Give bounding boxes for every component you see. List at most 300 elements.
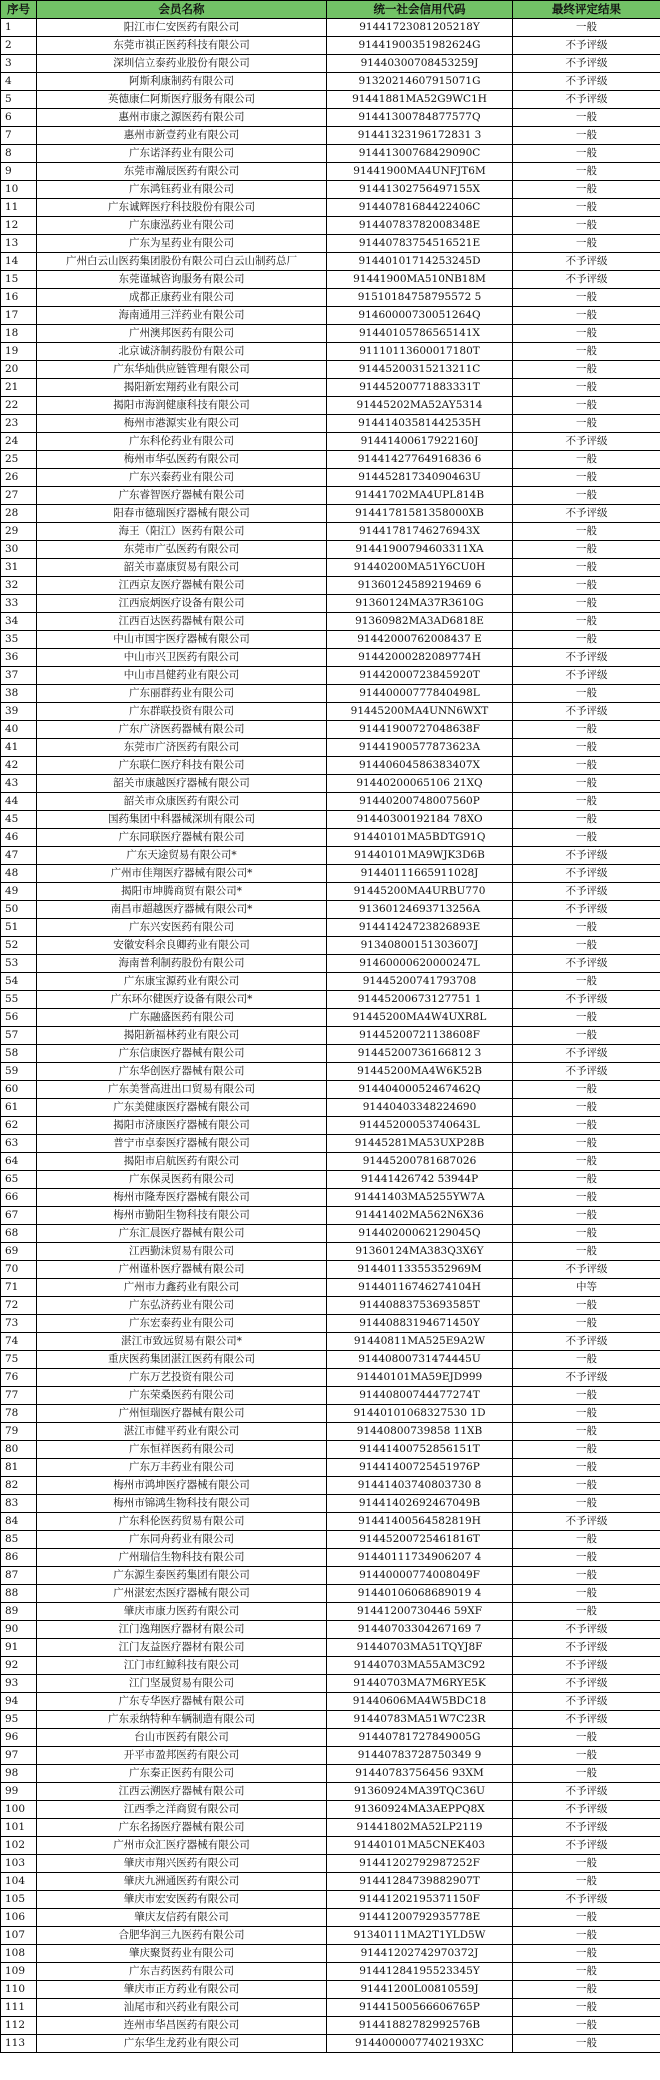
credit-code-cell: 91441781581358000XB <box>327 505 513 523</box>
result-cell: 一般 <box>513 1567 660 1585</box>
serial-cell: 16 <box>1 289 37 307</box>
result-cell: 一般 <box>513 1441 660 1459</box>
table-row <box>1 1081 660 1099</box>
serial-cell: 7 <box>1 127 37 145</box>
result-cell: 一般 <box>513 685 660 703</box>
result-cell: 一般 <box>513 379 660 397</box>
table-row <box>1 721 660 739</box>
member-name-cell: 广东恒祥医药有限公司 <box>37 1441 327 1459</box>
result-cell: 一般 <box>513 919 660 937</box>
serial-cell: 26 <box>1 469 37 487</box>
serial-cell: 2 <box>1 37 37 55</box>
credit-code-cell: 91440783728750349 9 <box>327 1747 513 1765</box>
member-name-cell: 江西京友医疗器械有限公司 <box>37 577 327 595</box>
serial-cell: 98 <box>1 1765 37 1783</box>
table-row <box>1 1297 660 1315</box>
credit-code-cell: 91440106068689019 4 <box>327 1585 513 1603</box>
result-cell: 一般 <box>513 1549 660 1567</box>
table-row <box>1 1369 660 1387</box>
result-cell: 不予评级 <box>513 703 660 721</box>
serial-cell: 35 <box>1 631 37 649</box>
result-cell: 不予评级 <box>513 865 660 883</box>
credit-code-cell: 91442000723845920T <box>327 667 513 685</box>
result-cell: 一般 <box>513 1963 660 1981</box>
serial-cell: 107 <box>1 1927 37 1945</box>
credit-code-cell: 91441302756497155X <box>327 181 513 199</box>
result-cell: 不予评级 <box>513 1513 660 1531</box>
table-row <box>1 937 660 955</box>
table-row <box>1 865 660 883</box>
result-cell: 一般 <box>513 1099 660 1117</box>
credit-code-cell: 91440800739858 11XB <box>327 1423 513 1441</box>
result-cell: 不予评级 <box>513 1045 660 1063</box>
credit-code-cell: 91360124MA37R3610G <box>327 595 513 613</box>
credit-code-cell: 91440606MA4W5BDC18 <box>327 1693 513 1711</box>
member-name-cell: 东莞市广济医药有限公司 <box>37 739 327 757</box>
table-row <box>1 613 660 631</box>
credit-code-cell: 91440116746274104H <box>327 1279 513 1297</box>
credit-code-cell: 91445200MA4W6K52B <box>327 1063 513 1081</box>
member-name-cell: 广东科伦医药贸易有限公司 <box>37 1513 327 1531</box>
serial-cell: 51 <box>1 919 37 937</box>
result-cell: 不予评级 <box>513 1333 660 1351</box>
table-row <box>1 19 660 37</box>
credit-code-cell: 91440113355352969M <box>327 1261 513 1279</box>
credit-code-cell: 91440101MA9WJK3D6B <box>327 847 513 865</box>
table-row <box>1 199 660 217</box>
serial-cell: 65 <box>1 1171 37 1189</box>
serial-cell: 81 <box>1 1459 37 1477</box>
table-row <box>1 361 660 379</box>
table-row <box>1 253 660 271</box>
credit-code-cell: 91445200673127751 1 <box>327 991 513 1009</box>
table-row <box>1 703 660 721</box>
serial-cell: 104 <box>1 1873 37 1891</box>
result-cell: 不予评级 <box>513 1639 660 1657</box>
table-row <box>1 1459 660 1477</box>
member-name-cell: 广东万艺投资有限公司 <box>37 1369 327 1387</box>
credit-code-cell: 91440200748007560P <box>327 793 513 811</box>
result-cell: 不予评级 <box>513 73 660 91</box>
credit-code-cell: 91445281734090463U <box>327 469 513 487</box>
credit-code-cell: 91440000777840498L <box>327 685 513 703</box>
result-cell: 一般 <box>513 1603 660 1621</box>
serial-cell: 93 <box>1 1675 37 1693</box>
result-cell: 一般 <box>513 145 660 163</box>
table-row <box>1 595 660 613</box>
table-row <box>1 1045 660 1063</box>
member-name-cell: 江门坚晟贸易有限公司 <box>37 1675 327 1693</box>
credit-code-cell: 91442000282089774H <box>327 649 513 667</box>
serial-cell: 71 <box>1 1279 37 1297</box>
member-name-cell: 广州市众汇医疗器械有限公司 <box>37 1837 327 1855</box>
member-name-cell: 广东兴安医药有限公司 <box>37 919 327 937</box>
table-row <box>1 1171 660 1189</box>
result-cell: 一般 <box>513 793 660 811</box>
result-cell: 一般 <box>513 1387 660 1405</box>
member-name-cell: 广东为星药业有限公司 <box>37 235 327 253</box>
table-row <box>1 1927 660 1945</box>
member-name-cell: 广东康泓药业有限公司 <box>37 217 327 235</box>
member-name-cell: 海南普利制药股份有限公司 <box>37 955 327 973</box>
credit-code-cell: 91440703MA7M6RYE5K <box>327 1675 513 1693</box>
serial-cell: 112 <box>1 2017 37 2035</box>
result-cell: 不予评级 <box>513 253 660 271</box>
serial-cell: 3 <box>1 55 37 73</box>
table-row <box>1 1279 660 1297</box>
serial-cell: 39 <box>1 703 37 721</box>
credit-code-cell: 91440111665911028J <box>327 865 513 883</box>
credit-code-cell: 91441881MA52G9WC1H <box>327 91 513 109</box>
member-name-cell: 广东融盛医药有限公司 <box>37 1009 327 1027</box>
serial-cell: 59 <box>1 1063 37 1081</box>
serial-cell: 75 <box>1 1351 37 1369</box>
serial-cell: 31 <box>1 559 37 577</box>
serial-cell: 40 <box>1 721 37 739</box>
member-name-cell: 广东环尔健医疗设备有限公司* <box>37 991 327 1009</box>
credit-code-cell: 91441424723826893E <box>327 919 513 937</box>
member-name-cell: 广东万丰药业有限公司 <box>37 1459 327 1477</box>
credit-code-cell: 91441427764916836 6 <box>327 451 513 469</box>
member-name-cell: 肇庆市康力医药有限公司 <box>37 1603 327 1621</box>
member-name-cell: 中山市兴卫医药有限公司 <box>37 649 327 667</box>
serial-cell: 63 <box>1 1135 37 1153</box>
header-member-name: 会员名称 <box>37 1 327 19</box>
table-row <box>1 433 660 451</box>
member-name-cell: 东莞谨城咨询服务有限公司 <box>37 271 327 289</box>
table-row <box>1 1837 660 1855</box>
credit-code-cell: 91510184758795572 5 <box>327 289 513 307</box>
member-name-cell: 阳春市德瑞医疗器械有限公司 <box>37 505 327 523</box>
result-cell: 一般 <box>513 1117 660 1135</box>
result-cell: 一般 <box>513 307 660 325</box>
credit-code-cell: 91445200736166812 3 <box>327 1045 513 1063</box>
serial-cell: 55 <box>1 991 37 1009</box>
member-name-cell: 韶关市嘉康贸易有限公司 <box>37 559 327 577</box>
member-name-cell: 江西季之洋商贸有限公司 <box>37 1801 327 1819</box>
result-cell: 不予评级 <box>513 1369 660 1387</box>
result-cell: 不予评级 <box>513 1819 660 1837</box>
serial-cell: 4 <box>1 73 37 91</box>
serial-cell: 105 <box>1 1891 37 1909</box>
table-row <box>1 1009 660 1027</box>
result-cell: 一般 <box>513 289 660 307</box>
member-name-cell: 肇庆市正方药业有限公司 <box>37 1981 327 1999</box>
member-name-cell: 广东宏泰药业有限公司 <box>37 1315 327 1333</box>
result-cell: 一般 <box>513 775 660 793</box>
serial-cell: 111 <box>1 1999 37 2017</box>
credit-code-cell: 91441900351982624G <box>327 37 513 55</box>
table-row <box>1 127 660 145</box>
result-cell: 一般 <box>513 1207 660 1225</box>
serial-cell: 32 <box>1 577 37 595</box>
serial-cell: 38 <box>1 685 37 703</box>
result-cell: 一般 <box>513 757 660 775</box>
result-cell: 一般 <box>513 1927 660 1945</box>
table-row <box>1 181 660 199</box>
table-row <box>1 793 660 811</box>
result-cell: 不予评级 <box>513 91 660 109</box>
credit-code-cell: 91440783MA51W7C23R <box>327 1711 513 1729</box>
table-row <box>1 109 660 127</box>
member-name-cell: 广东汇晨医疗器械有限公司 <box>37 1225 327 1243</box>
table-row <box>1 307 660 325</box>
member-name-cell: 广东丽群药业有限公司 <box>37 685 327 703</box>
serial-cell: 50 <box>1 901 37 919</box>
credit-code-cell: 91440101MA5BDTG91Q <box>327 829 513 847</box>
result-cell: 一般 <box>513 1423 660 1441</box>
serial-cell: 43 <box>1 775 37 793</box>
member-name-cell: 东莞市祺正医药科技有限公司 <box>37 37 327 55</box>
member-name-cell: 广东诺泽药业有限公司 <box>37 145 327 163</box>
member-name-cell: 海南通用三洋药业有限公司 <box>37 307 327 325</box>
credit-code-cell: 91440883194671450Y <box>327 1315 513 1333</box>
serial-cell: 9 <box>1 163 37 181</box>
result-cell: 一般 <box>513 1909 660 1927</box>
table-row <box>1 217 660 235</box>
credit-code-cell: 91445200053740643L <box>327 1117 513 1135</box>
table-row <box>1 73 660 91</box>
member-name-cell: 广东美健康医疗器械有限公司 <box>37 1099 327 1117</box>
table-row <box>1 469 660 487</box>
credit-code-cell: 91441403740803730 8 <box>327 1477 513 1495</box>
member-name-cell: 梅州市华弘医药有限公司 <box>37 451 327 469</box>
header-result: 最终评定结果 <box>513 1 660 19</box>
credit-code-cell: 91441900MA510NB18M <box>327 271 513 289</box>
credit-code-cell: 91445200315213211C <box>327 361 513 379</box>
credit-code-cell: 91440101MA5CNEK403 <box>327 1837 513 1855</box>
serial-cell: 24 <box>1 433 37 451</box>
table-row <box>1 1783 660 1801</box>
result-cell: 一般 <box>513 1243 660 1261</box>
result-cell: 一般 <box>513 451 660 469</box>
member-name-cell: 广东信康医疗器械有限公司 <box>37 1045 327 1063</box>
table-row <box>1 1027 660 1045</box>
serial-cell: 52 <box>1 937 37 955</box>
serial-cell: 85 <box>1 1531 37 1549</box>
result-cell: 一般 <box>513 1999 660 2017</box>
table-row <box>1 847 660 865</box>
member-name-cell: 韶关市众康医药有限公司 <box>37 793 327 811</box>
credit-code-cell: 91440403348224690 <box>327 1099 513 1117</box>
table-row <box>1 1621 660 1639</box>
result-cell: 一般 <box>513 1855 660 1873</box>
serial-cell: 94 <box>1 1693 37 1711</box>
table-row <box>1 1711 660 1729</box>
table-row <box>1 415 660 433</box>
table-row <box>1 1423 660 1441</box>
credit-code-cell: 91440300192184 78XO <box>327 811 513 829</box>
credit-code-cell: 91440101MA59EJD999 <box>327 1369 513 1387</box>
table-row <box>1 739 660 757</box>
result-cell: 不予评级 <box>513 901 660 919</box>
result-cell: 一般 <box>513 1585 660 1603</box>
credit-code-cell: 91445202MA52AY5314 <box>327 397 513 415</box>
result-cell: 一般 <box>513 613 660 631</box>
credit-code-cell: 91441426742 53944P <box>327 1171 513 1189</box>
table-row <box>1 685 660 703</box>
credit-code-cell: 91110113600017180T <box>327 343 513 361</box>
member-name-cell: 梅州市港源实业有限公司 <box>37 415 327 433</box>
member-name-cell: 英德康仁阿斯医疗服务有限公司 <box>37 91 327 109</box>
member-name-cell: 揭阳新宏翔药业有限公司 <box>37 379 327 397</box>
result-cell: 一般 <box>513 397 660 415</box>
credit-code-cell: 91445200725461816T <box>327 1531 513 1549</box>
member-name-cell: 广东美誉高进出口贸易有限公司 <box>37 1081 327 1099</box>
result-cell: 一般 <box>513 973 660 991</box>
result-cell: 一般 <box>513 1225 660 1243</box>
result-cell: 一般 <box>513 1981 660 1999</box>
serial-cell: 109 <box>1 1963 37 1981</box>
result-cell: 不予评级 <box>513 1675 660 1693</box>
table-row <box>1 973 660 991</box>
table-row <box>1 631 660 649</box>
serial-cell: 12 <box>1 217 37 235</box>
result-cell: 不予评级 <box>513 649 660 667</box>
credit-code-cell: 91440000774008049F <box>327 1567 513 1585</box>
table-row <box>1 667 660 685</box>
serial-cell: 88 <box>1 1585 37 1603</box>
member-name-cell: 揭阳市济康医疗器械有限公司 <box>37 1117 327 1135</box>
member-name-cell: 广州瑞信生物科技有限公司 <box>37 1549 327 1567</box>
serial-cell: 18 <box>1 325 37 343</box>
credit-code-cell: 91440400052467462Q <box>327 1081 513 1099</box>
result-cell: 一般 <box>513 595 660 613</box>
member-name-cell: 广东专华医疗器械有限公司 <box>37 1693 327 1711</box>
table-row <box>1 1639 660 1657</box>
credit-code-cell: 91360124MA383Q3X6Y <box>327 1243 513 1261</box>
result-cell: 一般 <box>513 2035 660 2053</box>
result-cell: 一般 <box>513 1135 660 1153</box>
result-cell: 一般 <box>513 1459 660 1477</box>
credit-code-cell: 91440800744477274T <box>327 1387 513 1405</box>
member-name-cell: 广东荣桑医药有限公司 <box>37 1387 327 1405</box>
serial-cell: 106 <box>1 1909 37 1927</box>
member-name-cell: 江西宸炳医疗设备有限公司 <box>37 595 327 613</box>
table-row <box>1 1495 660 1513</box>
member-name-cell: 江门友益医疗器材有限公司 <box>37 1639 327 1657</box>
table-row <box>1 991 660 1009</box>
credit-code-cell: 91440783782008348E <box>327 217 513 235</box>
credit-code-cell: 91441284195523345Y <box>327 1963 513 1981</box>
credit-code-cell: 91445281MA53UXP28B <box>327 1135 513 1153</box>
member-name-cell: 江西百达医药器械有限公司 <box>37 613 327 631</box>
member-name-cell: 揭阳市坤腾商贸有限公司* <box>37 883 327 901</box>
member-name-cell: 揭阳市启航医药有限公司 <box>37 1153 327 1171</box>
result-cell: 一般 <box>513 1477 660 1495</box>
serial-cell: 20 <box>1 361 37 379</box>
member-name-cell: 安徽安科余良卿药业有限公司 <box>37 937 327 955</box>
credit-code-cell: 91360124693713256A <box>327 901 513 919</box>
result-cell: 一般 <box>513 127 660 145</box>
serial-cell: 25 <box>1 451 37 469</box>
credit-code-cell: 91441403MA5255YW7A <box>327 1189 513 1207</box>
serial-cell: 108 <box>1 1945 37 1963</box>
table-row <box>1 541 660 559</box>
serial-cell: 82 <box>1 1477 37 1495</box>
table-row <box>1 289 660 307</box>
table-row <box>1 1891 660 1909</box>
credit-code-cell: 91440200MA51Y6CU0H <box>327 559 513 577</box>
member-name-cell: 广州谨朴医疗器械有限公司 <box>37 1261 327 1279</box>
serial-cell: 97 <box>1 1747 37 1765</box>
table-row <box>1 1333 660 1351</box>
serial-cell: 8 <box>1 145 37 163</box>
serial-cell: 37 <box>1 667 37 685</box>
result-cell: 不予评级 <box>513 271 660 289</box>
serial-cell: 11 <box>1 199 37 217</box>
member-name-cell: 湛江市健平药业有限公司 <box>37 1423 327 1441</box>
member-name-cell: 惠州市康之源医药有限公司 <box>37 109 327 127</box>
credit-code-cell: 91441300768429090C <box>327 145 513 163</box>
credit-code-cell: 91440781727849005G <box>327 1729 513 1747</box>
table-row <box>1 1189 660 1207</box>
result-cell: 不予评级 <box>513 1657 660 1675</box>
result-cell: 一般 <box>513 469 660 487</box>
member-name-cell: 中山市昌健药业有限公司 <box>37 667 327 685</box>
credit-code-cell: 91441402692467049B <box>327 1495 513 1513</box>
result-cell: 一般 <box>513 361 660 379</box>
table-row <box>1 1351 660 1369</box>
table-row <box>1 775 660 793</box>
member-name-cell: 台山市医药有限公司 <box>37 1729 327 1747</box>
member-name-cell: 梅州市勤阳生物科技有限公司 <box>37 1207 327 1225</box>
serial-cell: 45 <box>1 811 37 829</box>
member-name-cell: 江门逸翔医疗器材有限公司 <box>37 1621 327 1639</box>
credit-code-cell: 91441900MA4UNFJT6M <box>327 163 513 181</box>
member-name-cell: 广东康宝源药业有限公司 <box>37 973 327 991</box>
table-row <box>1 577 660 595</box>
serial-cell: 90 <box>1 1621 37 1639</box>
serial-cell: 95 <box>1 1711 37 1729</box>
credit-code-cell: 91445200MA4W4UXR8L <box>327 1009 513 1027</box>
credit-code-cell: 91440200062129045Q <box>327 1225 513 1243</box>
table-body <box>1 19 660 2053</box>
member-name-cell: 肇庆友信药有限公司 <box>37 1909 327 1927</box>
serial-cell: 74 <box>1 1333 37 1351</box>
member-name-cell: 广东广济医药器械有限公司 <box>37 721 327 739</box>
serial-cell: 14 <box>1 253 37 271</box>
credit-code-cell: 91441702MA4UPL814B <box>327 487 513 505</box>
table-row <box>1 523 660 541</box>
member-name-cell: 广东华生龙药业有限公司 <box>37 2035 327 2053</box>
serial-cell: 15 <box>1 271 37 289</box>
member-name-cell: 揭阳新福林药业有限公司 <box>37 1027 327 1045</box>
result-cell: 不予评级 <box>513 1837 660 1855</box>
member-name-cell: 江门市红鲸科技有限公司 <box>37 1657 327 1675</box>
serial-cell: 84 <box>1 1513 37 1531</box>
credit-code-cell: 91440883753693585T <box>327 1297 513 1315</box>
serial-cell: 13 <box>1 235 37 253</box>
member-name-cell: 江西云溯医疗器械有限公司 <box>37 1783 327 1801</box>
table-row <box>1 2017 660 2035</box>
serial-cell: 99 <box>1 1783 37 1801</box>
table-row <box>1 1153 660 1171</box>
table-row <box>1 1441 660 1459</box>
member-name-cell: 广东弘济药业有限公司 <box>37 1297 327 1315</box>
member-name-cell: 成都正康药业有限公司 <box>37 289 327 307</box>
credit-code-cell: 91440604586383407X <box>327 757 513 775</box>
member-name-cell: 广东诚辉医疗科技股份有限公司 <box>37 199 327 217</box>
table-row <box>1 1657 660 1675</box>
table-row <box>1 1729 660 1747</box>
result-cell: 一般 <box>513 1009 660 1027</box>
member-name-cell: 广东秦正医药有限公司 <box>37 1765 327 1783</box>
credit-code-cell: 91441200792935778E <box>327 1909 513 1927</box>
serial-cell: 33 <box>1 595 37 613</box>
result-cell: 一般 <box>513 1027 660 1045</box>
serial-cell: 56 <box>1 1009 37 1027</box>
